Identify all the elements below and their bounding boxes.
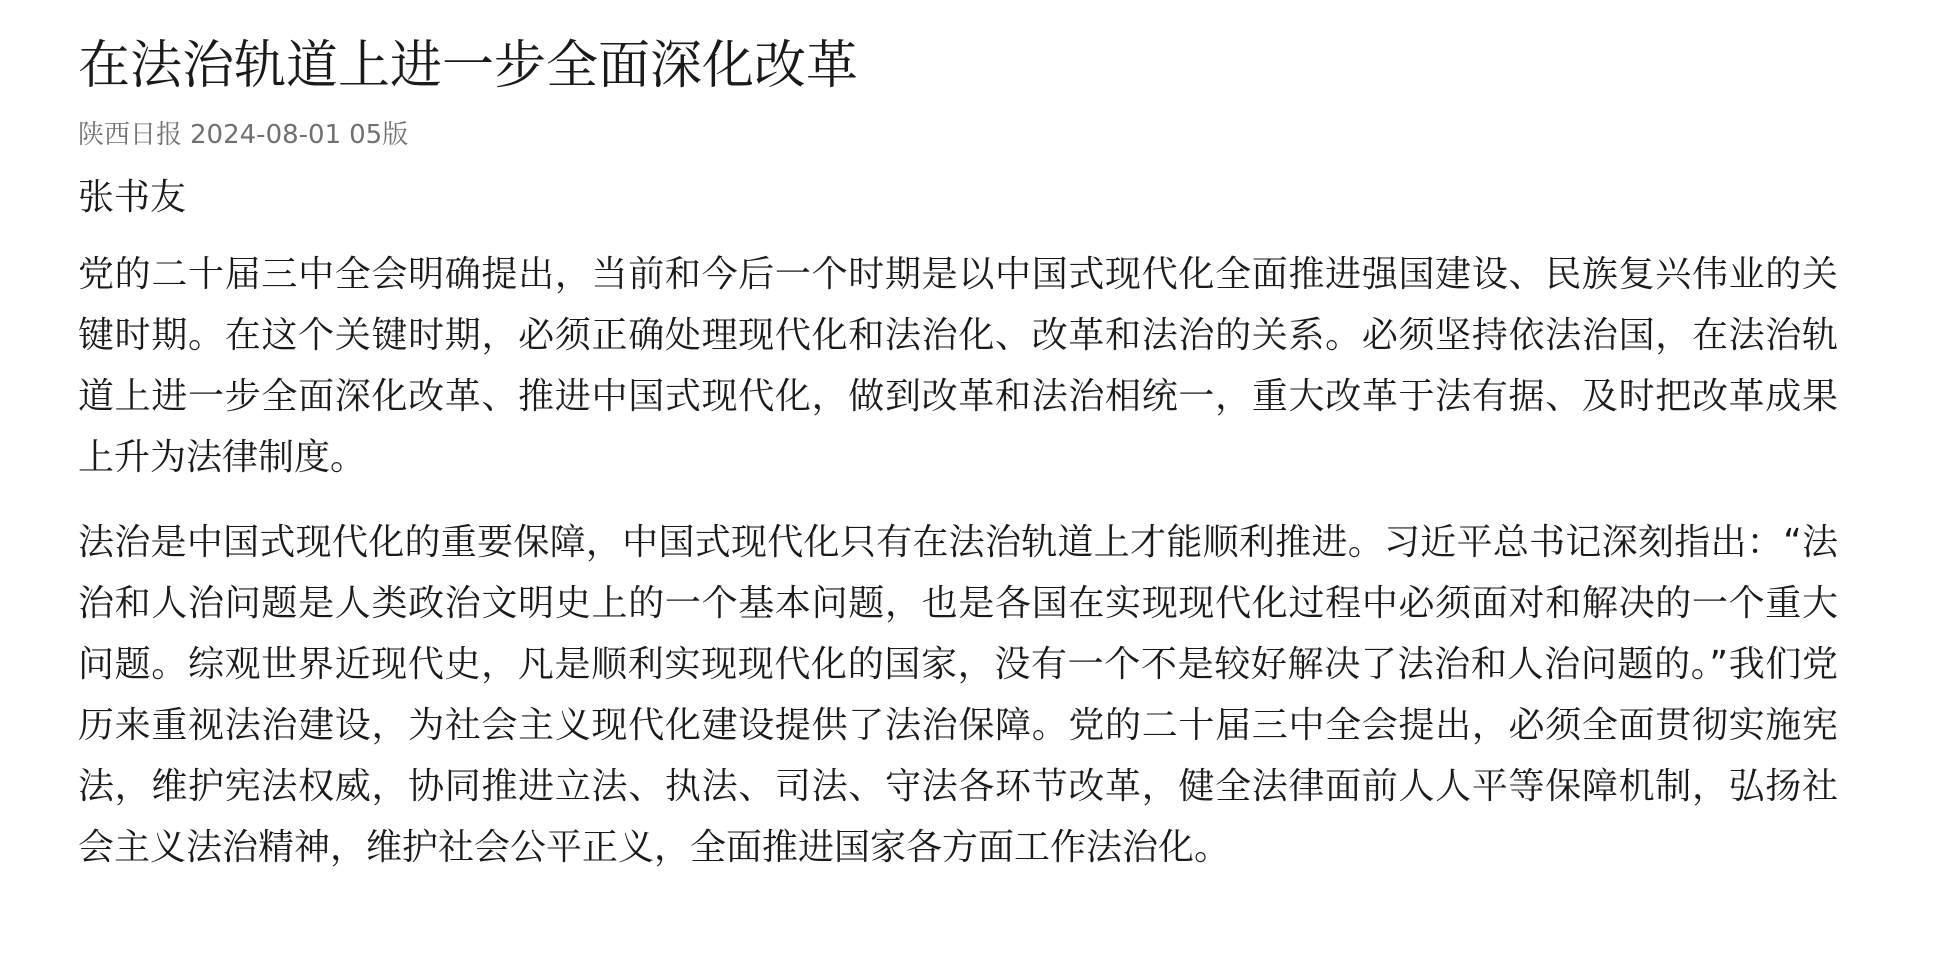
source-name: 陕西日报 xyxy=(78,120,183,150)
article-paragraph: 党的二十届三中全会明确提出，当前和今后一个时期是以中国式现代化全面推进强国建设、民族复兴伟业的关键时期。在这个关键时期，必须正确处理现代化和法治化、改革和法治的关系。必须坚持依法治国，在法治轨道上进一步全面深化改革、推进中国式现代化，做到改革和法治相统一，重大改革于法有据、及时把改革成果上升为法律制度。 xyxy=(78,254,1838,478)
article-title: 在法治轨道上进一步全面深化改革 xyxy=(78,36,859,96)
article-paragraph: 法治是中国式现代化的重要保障，中国式现代化只有在法治轨道上才能顺利推进。习近平总书记深刻指出：“法治和人治问题是人类政治文明史上的一个基本问题，也是各国在实现现代化过程中必须面对和解决的一个重大问题。综观世界近现代史，凡是顺利实现现代化的国家，没有一个不是较好解决了法治和人治问题的。”我们党历来重视法治建设，为社会主义现代化建设提供了法治保障。党的二十届三中全会提出，必须全面贯彻实施宪法，维护宪法权威，协同推进立法、执法、司法、守法各环节改革，健全法律面前人人平等保障机制，弘扬社会主义法治精神，维护社会公平正义，全面推进国家各方面工作法治化。 xyxy=(78,522,1838,868)
article-meta xyxy=(78,118,1838,152)
article xyxy=(78,0,1838,878)
publish-date: 2024-08-01 xyxy=(190,120,342,150)
edition-label: 05版 xyxy=(349,120,409,150)
author-name: 张书友 xyxy=(78,177,187,218)
